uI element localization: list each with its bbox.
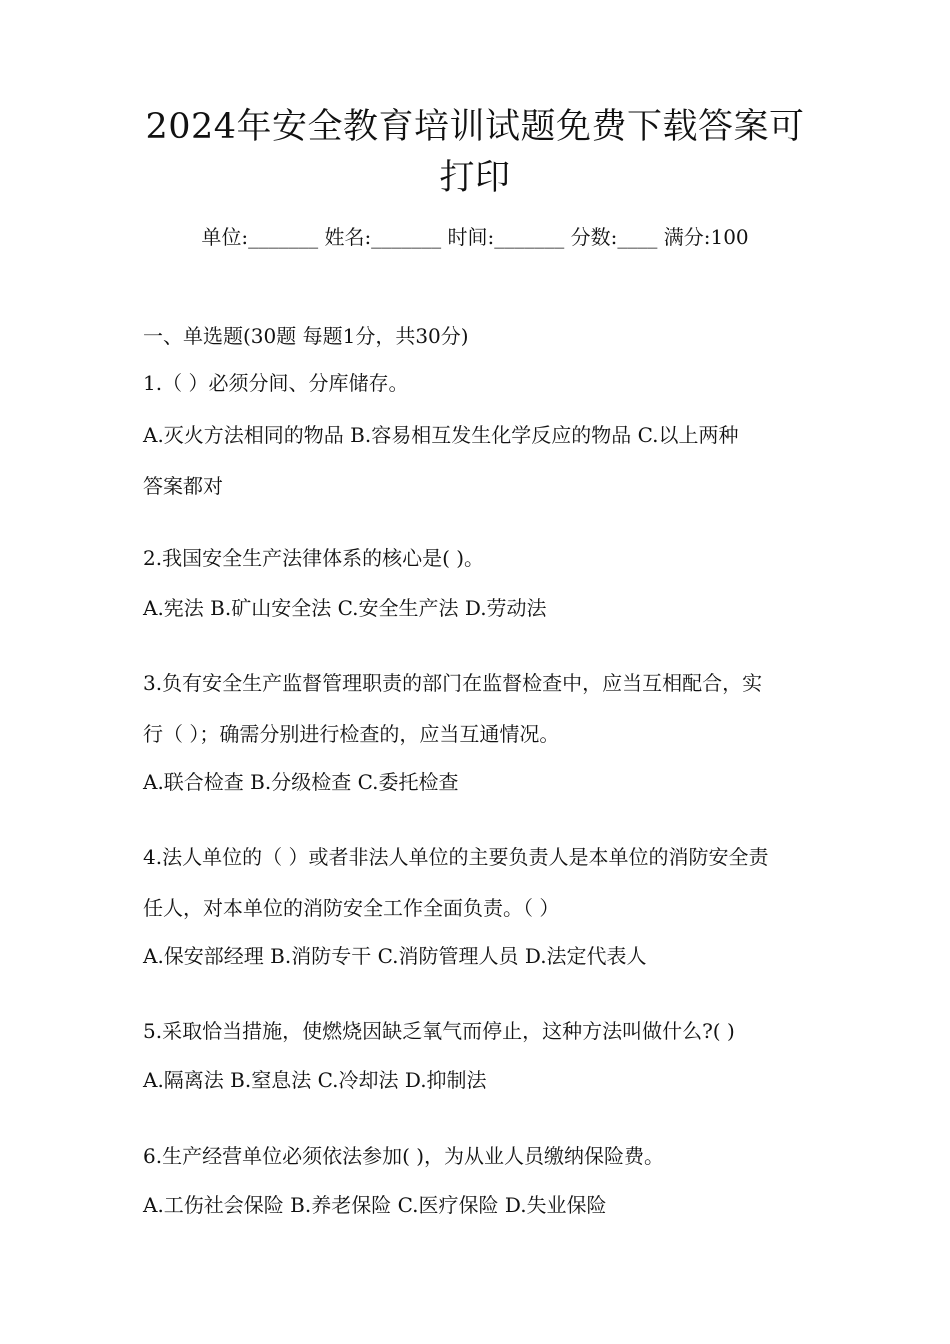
document-title-line-1: 2024年安全教育培训试题免费下载答案可 xyxy=(145,107,805,147)
question-2-options: A.宪法 B.矿山安全法 C.安全生产法 D.劳动法 xyxy=(143,596,547,620)
question-4-options: A.保安部经理 B.消防专干 C.消防管理人员 D.法定代表人 xyxy=(143,944,647,968)
document-title-line-2: 打印 xyxy=(439,158,511,198)
question-3-stem: 3.负有安全生产监督管理职责的部门在监督检查中，应当互相配合，实 xyxy=(143,671,763,695)
question-4-stem-continued: 任人，对本单位的消防安全工作全面负责。（ ） xyxy=(143,896,560,920)
question-1-options-continued: 答案都对 xyxy=(143,474,223,498)
question-3-stem-continued: 行（ ）；确需分别进行检查的，应当互通情况。 xyxy=(143,722,560,746)
question-5-stem: 5.采取恰当措施，使燃烧因缺乏氧气而停止，这种方法叫做什么?( ) xyxy=(143,1019,735,1043)
question-4-stem: 4.法人单位的（ ）或者非法人单位的主要负责人是本单位的消防安全责 xyxy=(143,845,769,869)
question-2-stem: 2.我国安全生产法律体系的核心是( )。 xyxy=(143,546,485,570)
question-1-options: A.灭火方法相同的物品 B.容易相互发生化学反应的物品 C.以上两种 xyxy=(143,423,739,447)
question-3-options: A.联合检查 B.分级检查 C.委托检查 xyxy=(143,770,459,794)
exam-info-line: 单位:_______ 姓名:_______ 时间:_______ 分数:____ 满分:100 xyxy=(201,225,749,249)
question-6-options: A.工伤社会保险 B.养老保险 C.医疗保险 D.失业保险 xyxy=(143,1193,607,1217)
question-5-options: A.隔离法 B.窒息法 C.冷却法 D.抑制法 xyxy=(143,1068,487,1092)
section-heading: 一、单选题(30题 每题1分，共30分) xyxy=(143,324,469,348)
question-1-stem: 1.（ ）必须分间、分库储存。 xyxy=(143,371,409,395)
question-6-stem: 6.生产经营单位必须依法参加( )，为从业人员缴纳保险费。 xyxy=(143,1144,665,1168)
